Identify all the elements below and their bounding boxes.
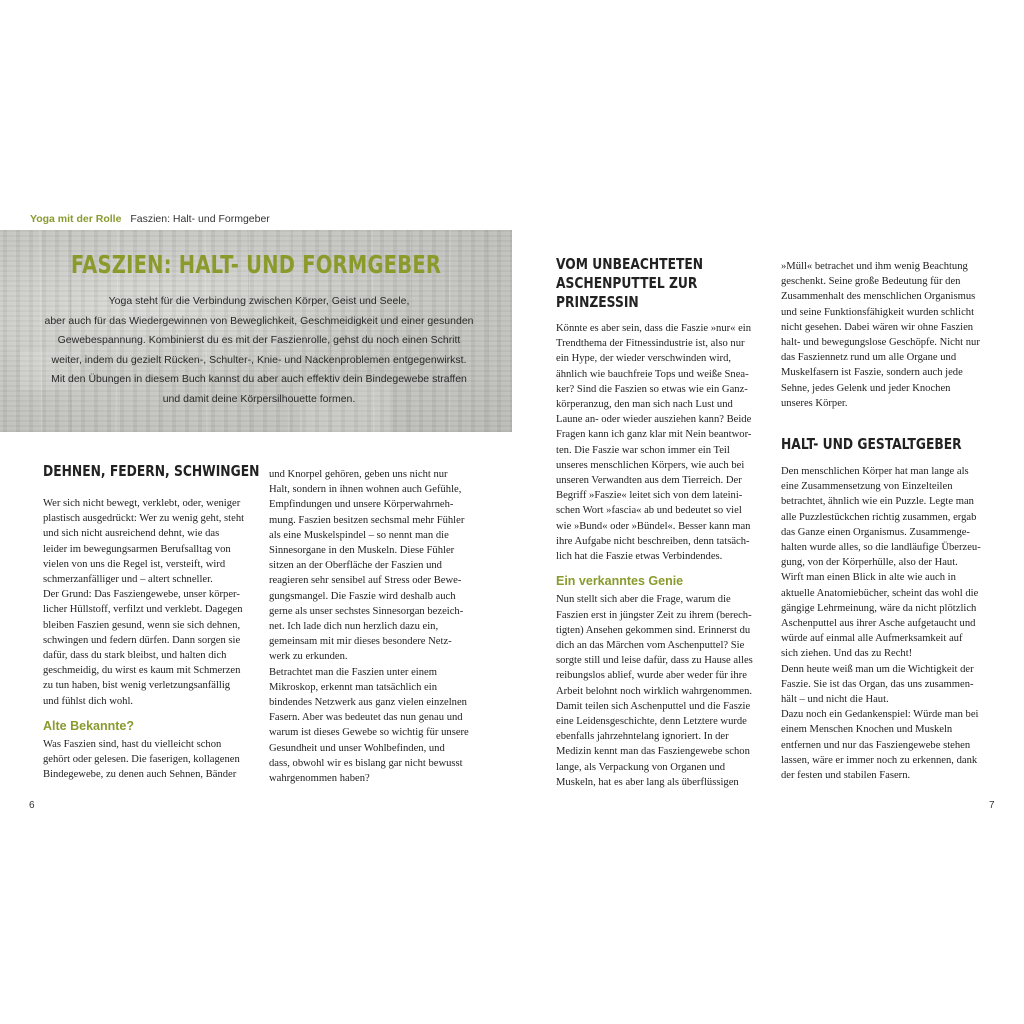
text-line: als eine Muskelspindel – so nennt man die xyxy=(269,529,449,541)
intro-line: Yoga steht für die Verbindung zwischen Körper, Geist und Seele, xyxy=(108,295,410,307)
text-line: plastisch ausgedrückt: Wer zu wenig geht, steht xyxy=(43,513,245,525)
text-line: und sich nicht ausreichend dehnt, wie das xyxy=(43,528,220,540)
section-heading-block xyxy=(556,255,776,312)
section-heading: HALT- UND GESTALTGEBER xyxy=(781,435,962,454)
text-line: dich an das Märchen vom Aschenputtel? Sie xyxy=(556,640,745,652)
text-line: entfernen und nur das Fasziengewebe stehen xyxy=(781,739,971,751)
text-line: gemeinsam mit mir dieses besondere Netz- xyxy=(269,636,452,648)
text-line: tigten) Ansehen gekommen sind. Erinnerst du xyxy=(556,624,751,636)
text-line: Trendthema der Fitnessindustrie ist, also nur xyxy=(556,338,745,350)
page-number-right: 7 xyxy=(989,800,995,811)
text-line: gerne als unser sechstes Sinnesorgan bezeich- xyxy=(269,605,464,617)
section-heading-line: ASCHENPUTTEL ZUR xyxy=(556,274,698,292)
text-line: Wirft man einen Blick in alte wie auch in xyxy=(781,572,956,584)
subheading: Alte Bekannte? xyxy=(43,718,134,733)
text-line: Sehne, jedes Gelenk und jeder Knochen xyxy=(781,382,951,394)
text-line: Fragen kann ich ganz klar mit Nein beantwor- xyxy=(556,429,752,441)
text-line: und fühlst dich wohl. xyxy=(43,695,134,707)
text-line: ein Hype, der wieder verschwinden wird, xyxy=(556,353,732,365)
text-line: schmerzanfälliger und – altert schneller. xyxy=(43,574,213,586)
text-line: dass, obwohl wir es bislang gar nicht bewusst xyxy=(269,757,463,769)
text-line: geschenkt. Seine große Bedeutung für den xyxy=(781,276,961,288)
text-line: vielen von uns die Regel ist, versteift, wird xyxy=(43,558,226,570)
text-line: unseren Verwandten aus dem Tierreich. Der xyxy=(556,475,742,487)
text-line: Aschenputtel aus ihrer Asche aufgetaucht und xyxy=(781,618,976,630)
text-line: gehört oder gelesen. Die faserigen, kollagenen xyxy=(43,754,240,766)
text-line: »Müll« betrachet und ihm wenig Beachtung xyxy=(781,261,968,272)
text-line: licher Hüllstoff, verfilzt und verklebt. Dagegen xyxy=(43,604,243,616)
text-line: geschmeidig, du wirst es kaum mit Schmerzen xyxy=(43,665,241,677)
text-line: nicht gesehen. Dabei wären wir ohne Faszien xyxy=(781,321,974,333)
text-line: Fasern. Aber was bedeutet das nun genau und xyxy=(269,712,463,724)
text-line: wahrgenommen haben? xyxy=(269,773,370,785)
column-4 xyxy=(781,259,1003,783)
text-line: Laune an- oder wieder ausziehen kann? Beide xyxy=(556,414,752,426)
text-line: Begriff »Faszie« leitet sich von dem lateini- xyxy=(556,490,743,502)
text-line: Muskeln, hat es aber lang als überflüssigen xyxy=(556,776,739,788)
text-line: Den menschlichen Körper hat man lange als xyxy=(781,466,969,478)
text-line: Zusammenhalt des menschlichen Organismus xyxy=(781,291,976,303)
text-line: Nun stellt sich aber die Frage, warum die xyxy=(556,594,731,606)
text-line: wie »Bund« oder »Bündel«. Besser kann man xyxy=(556,520,751,532)
text-line: der festen und stabilen Fasern. xyxy=(781,770,911,782)
text-line: unseres Körper. xyxy=(781,397,848,409)
text-line: lassen, wäre er immer noch zu erkennen, dank xyxy=(781,754,978,766)
text-line: Medizin kennt man das Fasziengewebe schon xyxy=(556,746,750,758)
column-3 xyxy=(556,255,776,790)
text-line: ihre Aufgabe nicht beschreiben, denn tatsäch- xyxy=(556,535,750,547)
text-line: halt- und bewegungslose Geschöpfe. Nicht nur xyxy=(781,337,980,349)
text-line: bindendes Netzwerk aus ganz vielen einzelnen xyxy=(269,697,467,709)
intro-line: Mit den Übungen in diesem Buch kannst du aber auch effektiv dein Bindegewebe straffen xyxy=(51,373,467,385)
text-line: betrachtet, ähnlich wie ein Puzzle. Legte man xyxy=(781,496,974,508)
text-line: würde auf einmal alle Aufmerksamkeit auf xyxy=(781,633,963,645)
text-line: bleiben Faszien gesund, wenn sie sich dehnen, xyxy=(43,619,241,631)
text-line: Arbeit belohnt noch wirklich wahrgenommen. xyxy=(556,685,753,697)
subheading: Ein verkanntes Genie xyxy=(556,574,684,589)
hero-intro xyxy=(24,292,494,409)
text-line: net. Ich lade dich nun herzlich dazu ein, xyxy=(269,621,439,633)
text-line: Was Faszien sind, hast du vielleicht schon xyxy=(43,739,222,751)
text-line: halten wurde alles, so die landläufige Überzeu- xyxy=(781,542,981,554)
intro-line: aber auch für das Wiedergewinnen von Beweglichkeit, Geschmeidigkeit und einer gesunden xyxy=(44,314,474,327)
text-line: Bindegewebe, zu denen auch Sehnen, Bänder xyxy=(43,769,237,781)
section-heading-line: VOM UNBEACHTETEN xyxy=(556,255,704,273)
text-line: Mikroskop, erkennt man tatsächlich ein xyxy=(269,681,437,693)
text-line: lich hat die Faszie etwas Verbindendes. xyxy=(556,551,723,563)
text-line: das Fasziennetz rund um alle Organe und xyxy=(781,352,957,364)
text-line: gungsmangel. Die Faszie wird deshalb auch xyxy=(269,590,456,602)
text-line: sitzen an der Oberfläche der Faszien und xyxy=(269,560,442,572)
text-line: schen Wort »fascia« ab und bedeutet so viel xyxy=(556,505,742,517)
intro-line: Gewebespannung. Kombinierst du es mit der Faszienrolle, gehst du noch einen Schritt xyxy=(57,334,461,346)
breadcrumb xyxy=(30,213,270,225)
text-line: Könnte es aber sein, dass die Faszie »nur« ein xyxy=(556,323,752,334)
text-line: gängige Lehrmeinung, wäre da nicht plötzlich xyxy=(781,602,977,614)
text-line: Damit teilen sich Aschenputtel und die Faszie xyxy=(556,700,751,712)
text-line: gung, von der Körperhülle, also der Haut. xyxy=(781,557,958,569)
text-line: Halt, sondern in ihnen wohnen auch Gefühle, xyxy=(269,484,462,496)
column-2 xyxy=(269,467,489,786)
text-line: sich ziehen. Und das zu Recht! xyxy=(781,648,913,660)
text-line: reibungslos ablief, wurde aber weder für ihre xyxy=(556,670,747,682)
section-heading-line: PRINZESSIN xyxy=(556,293,639,311)
text-line: das Ganze einen Organismus. Zusammenge- xyxy=(781,526,970,538)
text-line: eine Leidensgeschichte, denn Letztere wurde xyxy=(556,716,747,728)
text-line: und seine Funktionsfähigkeit wurden schlicht xyxy=(781,306,975,318)
text-line: ker? Sind die Faszien so etwas wie ein Ganz- xyxy=(556,383,748,395)
text-line: körperanzug, den man sich nach Lust und xyxy=(556,399,733,411)
breadcrumb-chapter: Faszien: Halt- und Formgeber xyxy=(130,213,270,225)
text-line: eine Zusammensetzung von Einzelteilen xyxy=(781,481,953,493)
text-line: Dazu noch ein Gedankenspiel: Würde man bei xyxy=(781,709,979,721)
text-line: sorgte still und leise dafür, dass zu Hause alles xyxy=(556,655,753,667)
intro-line: und damit deine Körpersilhouette formen. xyxy=(162,392,356,405)
intro-line: weiter, indem du gezielt Rücken-, Schulter-, Knie- und Nackenproblemen entgegenwirkst. xyxy=(51,353,467,366)
text-line: Wer sich nicht bewegt, verklebt, oder, weniger xyxy=(43,498,241,509)
breadcrumb-section: Yoga mit der Rolle xyxy=(30,213,122,225)
text-line: aktuelle Anatomiebücher, scheint das wohl die xyxy=(781,587,979,599)
text-line: Faszie. Sie ist das Organ, das uns zusammen- xyxy=(781,678,974,690)
page-number-left: 6 xyxy=(29,800,35,811)
section-heading: DEHNEN, FEDERN, SCHWINGEN xyxy=(43,462,260,480)
text-line: zu tun haben, bist wenig verletzungsanfällig xyxy=(43,680,231,692)
text-line: Muskelfasern ist Faszie, sondern auch jede xyxy=(781,367,963,379)
text-line: leider im bewegungsarmen Berufsalltag von xyxy=(43,543,231,555)
text-line: dafür, dass du stark bleibst, und halten dich xyxy=(43,650,227,662)
page-title: FASZIEN: HALT- UND FORMGEBER xyxy=(70,250,442,279)
text-line: Betrachtet man die Faszien unter einem xyxy=(269,666,437,678)
text-line: hält – und nicht die Haut. xyxy=(781,694,889,706)
text-line: ähnlich wie bauchfreie Tops und weiße Snea- xyxy=(556,368,749,380)
text-line: ten. Die Faszie war schon immer ein Teil xyxy=(556,444,730,456)
text-line: ebenfalls jahrzehntelang ignoriert. In der xyxy=(556,731,729,743)
text-line: Der Grund: Das Fasziengewebe, unser körper- xyxy=(43,589,240,601)
column-1 xyxy=(43,462,263,783)
text-line: alle Puzzlestückchen richtig zusammen, ergab xyxy=(781,511,977,523)
text-line: warum ist dieses Gewebe so wichtig für unsere xyxy=(269,727,469,739)
text-line: und Knorpel gehören, geben uns nicht nur xyxy=(269,469,448,480)
text-line: werk zu erkunden. xyxy=(269,651,348,663)
text-line: lange, als Verpackung von Organen und xyxy=(556,761,726,773)
text-line: mung. Faszien besitzen sechsmal mehr Fühler xyxy=(269,514,465,526)
text-line: schwingen und federn dürfen. Dann sorgen sie xyxy=(43,634,241,646)
text-line: Empfindungen und unsere Körperwahrneh- xyxy=(269,499,454,511)
text-line: reagieren sehr sensibel auf Stress oder Bewe- xyxy=(269,575,462,587)
text-line: Sinnesorgane in den Muskeln. Diese Fühler xyxy=(269,545,455,557)
text-line: Gesundheit und unser Wohlbefinden, und xyxy=(269,742,445,754)
text-line: einem Menschen Knochen und Muskeln xyxy=(781,724,953,736)
text-line: unseres menschlichen Körpers, wie auch bei xyxy=(556,459,745,471)
text-line: Denn heute weiß man um die Wichtigkeit der xyxy=(781,663,974,675)
text-line: Faszien erst in jüngster Zeit zu ihrem (berech- xyxy=(556,609,752,621)
hero-banner xyxy=(0,230,512,432)
